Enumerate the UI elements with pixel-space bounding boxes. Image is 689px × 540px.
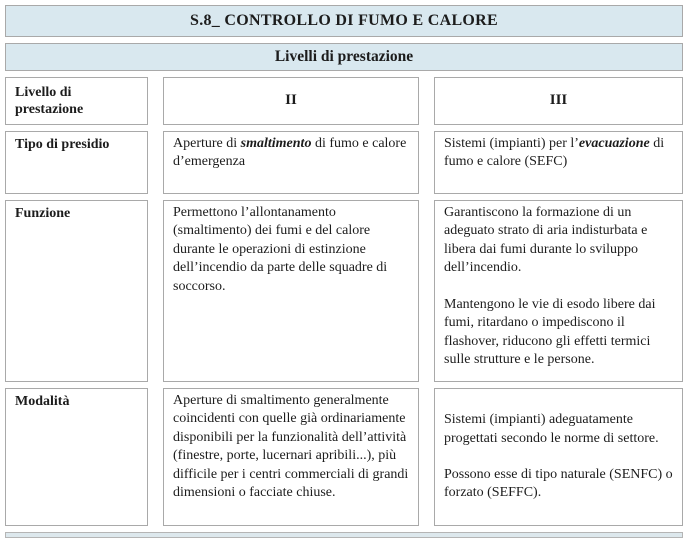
cell-text: Aperture di smaltimento di fumo e calore d’emergenza: [173, 136, 407, 170]
emphasis-smaltimento: smaltimento: [240, 136, 312, 151]
cell-funzione-ii: [163, 200, 419, 382]
cell-modalita-ii: [163, 388, 419, 526]
cell-modalita-iii: [434, 388, 683, 526]
cell-text: Mantengono le vie di esodo libere dai fumi, ritardano o impediscono il flashover, riducono gli effetti termici sulle strutture e le persone.: [444, 296, 656, 368]
row-label-modalita: Modalità: [5, 388, 148, 526]
cell-tipo-presidio-iii: [434, 131, 683, 194]
column-header-livello: Livello di prestazione: [5, 77, 148, 125]
cell-text: Sistemi (impianti) adeguatamente progettati secondo le norme di settore.: [444, 412, 659, 446]
cell-funzione-iii: [434, 200, 683, 382]
table-title: S.8_ CONTROLLO DI FUMO E CALORE: [5, 5, 683, 37]
column-header-level-ii: II: [163, 77, 419, 125]
cell-text: Aperture di smaltimento generalmente coincidenti con quelle già ordinariamente disponibili per la funzionalità dell’attività (finestre, porte, lucernari apribili...), più difficile per i centri commerciali di grandi dimensioni o facciate chiuse.: [173, 393, 409, 501]
table-bottom-strip: [5, 532, 683, 538]
emphasis-evacuazione: evacuazione: [578, 136, 650, 151]
cell-text: Garantiscono la formazione di un adeguato strato di aria indisturbata e libera dai fumi durante lo sviluppo dell’incendio.: [444, 205, 648, 276]
cell-text: Possono esse di tipo naturale (SENFC) o forzato (SEFFC).: [444, 467, 673, 501]
row-label-funzione: Funzione: [5, 200, 148, 382]
cell-text: Permettono l’allontanamento (smaltimento) dei fumi e del calore durante le operazioni di estinzione dell’incendio da parte delle squadre di soccorso.: [173, 205, 388, 294]
column-header-level-iii: III: [434, 77, 683, 125]
row-label-tipo-di-presidio: Tipo di presidio: [5, 131, 148, 194]
cell-tipo-presidio-ii: [163, 131, 419, 194]
performance-levels-banner: Livelli di prestazione: [5, 43, 683, 71]
cell-text: Sistemi (impianti) per l’evacuazione di fumo e calore (SEFC): [444, 136, 665, 170]
performance-table: [5, 5, 683, 538]
